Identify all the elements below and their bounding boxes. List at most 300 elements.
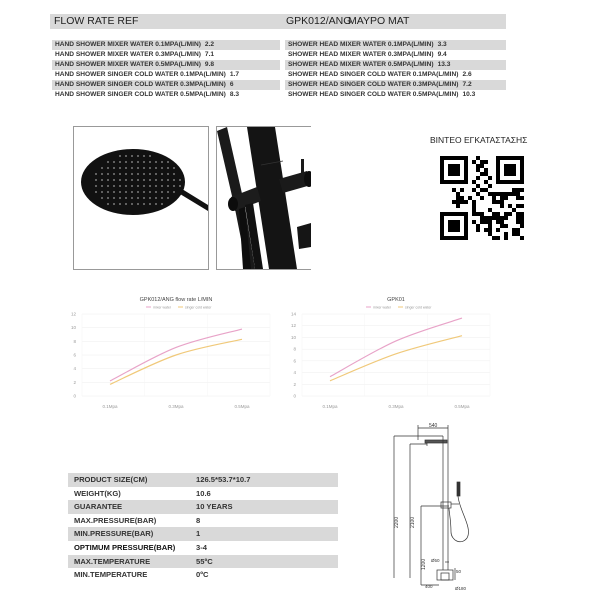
spec-value: 10.6 [196,487,211,501]
pipe-dia-label: Ø50 [431,558,440,563]
spec-row [68,473,338,487]
flow-table-hand-shower [52,40,280,100]
base-height-label: 50 [456,569,462,574]
qr-module [480,164,484,168]
qr-module [492,212,496,216]
nozzle-dot [143,179,145,181]
nozzle-dot [155,179,157,181]
mixer-height-label: 1200 [421,559,427,570]
nozzle-dot [95,173,97,175]
nozzle-dot [155,173,157,175]
qr-module [480,172,484,176]
qr-module [484,180,488,184]
flow-label: SHOWER HEAD SINGER COLD WATER 0.1MPA(L/MIN) [288,71,458,78]
qr-module [512,228,516,232]
head-height-label: 2100 [410,517,416,528]
nozzle-dot [95,191,97,193]
qr-module [504,236,508,240]
nozzle-dot [119,179,121,181]
spec-row [68,500,338,514]
nozzle-dot [137,197,139,199]
nozzle-dot [161,179,163,181]
spec-value: 1 [196,527,200,541]
qr-module [520,224,524,228]
nozzle-dot [161,203,163,205]
nozzle-dot [161,191,163,193]
nozzle-dot [107,203,109,205]
nozzle-dot [161,167,163,169]
qr-module [484,188,488,192]
spec-key: MIN.PRESSURE(BAR) [74,527,153,541]
qr-module [500,216,504,220]
nozzle-dot [125,185,127,187]
qr-module [500,200,504,204]
nozzle-dot [155,203,157,205]
flow-row [285,50,506,60]
nozzle-dot [143,203,145,205]
qr-module [500,204,504,208]
flow-value: 10.3 [462,91,475,98]
nozzle-dot [131,161,133,163]
qr-module [492,200,496,204]
qr-module [460,200,464,204]
qr-module [520,220,524,224]
qr-module [500,196,504,200]
nozzle-dot [137,167,139,169]
nozzle-dot [131,167,133,169]
flow-value: 13.3 [438,61,451,68]
flow-label: HAND SHOWER SINGER COLD WATER 0.1MPA(L/MIN) [55,71,226,78]
nozzle-dot [161,185,163,187]
qr-module [484,220,488,224]
legend-label: mixer water [153,306,172,310]
qr-module [512,188,516,192]
flow-row [52,70,280,80]
qr-module [504,192,508,196]
y-tick-label: 12 [291,323,297,328]
x-tick-label: 0.3Mpa [168,404,184,409]
spec-row [68,555,338,569]
nozzle-dot [119,167,121,169]
qr-module [472,220,476,224]
nozzle-dot [101,185,103,187]
nozzle-dot [119,191,121,193]
mixer-detail-image [217,127,311,269]
nozzle-dot [167,167,169,169]
nozzle-dot [143,191,145,193]
qr-module [496,192,500,196]
nozzle-dot [167,191,169,193]
qr-module [488,216,492,220]
nozzle-dot [119,185,121,187]
nozzle-dot [167,179,169,181]
qr-module [472,160,476,164]
qr-module [480,196,484,200]
nozzle-dot [179,185,181,187]
qr-module [488,176,492,180]
nozzle-dot [107,179,109,181]
nozzle-dot [131,203,133,205]
width-dim-label: 540 [429,423,438,429]
nozzle-dot [119,173,121,175]
qr-module [512,192,516,196]
nozzle-dot [167,185,169,187]
y-tick-label: 2 [73,380,76,385]
qr-module [508,204,512,208]
header-bar [50,14,506,29]
nozzle-dot [143,173,145,175]
qr-module [452,188,456,192]
qr-module [488,232,492,236]
qr-module [480,212,484,216]
nozzle-dot [113,197,115,199]
flow-value: 7.1 [205,51,214,58]
nozzle-dot [161,173,163,175]
flow-label: HAND SHOWER MIXER WATER 0.3MPA(L/MIN) [55,51,201,58]
nozzle-dot [125,161,127,163]
y-tick-label: 14 [291,312,297,317]
nozzle-dot [131,191,133,193]
nozzle-dot [119,203,121,205]
qr-module [472,188,476,192]
product-code: GPK012/ANG [286,14,351,29]
nozzle-dot [125,203,127,205]
nozzle-dot [173,173,175,175]
nozzle-dot [131,197,133,199]
shower-head-photo [73,126,209,270]
nozzle-dot [155,191,157,193]
qr-module [520,188,524,192]
qr-module [500,220,504,224]
qr-module [480,160,484,164]
qr-module [488,208,492,212]
qr-module [476,176,480,180]
qr-module [504,232,508,236]
x-tick-label: 0.1Mpa [322,404,338,409]
spec-row [68,514,338,528]
qr-module [520,216,524,220]
nozzle-dot [113,161,115,163]
nozzle-dot [125,197,127,199]
qr-module [460,196,464,200]
nozzle-dot [113,203,115,205]
nozzle-dot [143,197,145,199]
nozzle-dot [143,185,145,187]
flow-value: 7.2 [462,81,471,88]
qr-module [480,216,484,220]
qr-module [484,168,488,172]
flow-label: SHOWER HEAD MIXER WATER 0.1MPA(L/MIN) [288,41,434,48]
series-line-0 [330,318,462,377]
qr-module [512,232,516,236]
flow-label: SHOWER HEAD SINGER COLD WATER 0.3MPA(L/MIN) [288,81,458,88]
nozzle-dot [107,197,109,199]
product-color: ΜΑΥΡΟ ΜΑΤ [348,14,409,29]
spec-row [68,487,338,501]
nozzle-dot [101,179,103,181]
qr-module [472,204,476,208]
qr-module [504,216,508,220]
spec-key: MIN.TEMPERATURE [74,568,147,582]
chart-svg [280,292,510,412]
qr-module [472,208,476,212]
qr-module [512,208,516,212]
spec-key: GUARANTEE [74,500,122,514]
flow-label: HAND SHOWER MIXER WATER 0.1MPA(L/MIN) [55,41,201,48]
qr-module [492,192,496,196]
nozzle-dot [131,179,133,181]
x-tick-label: 0.5Mpa [454,404,470,409]
nozzle-dot [155,167,157,169]
nozzle-dot [107,161,109,163]
spec-value: 55ºC [196,555,213,569]
nozzle-dot [173,185,175,187]
qr-module [500,224,504,228]
flow-row [285,90,506,100]
flow-value: 2.2 [205,41,214,48]
flow-value: 9.4 [438,51,447,58]
spec-value: 8 [196,514,200,528]
qr-module [508,192,512,196]
flow-value: 6 [230,81,234,88]
nozzle-dot [125,191,127,193]
flow-table-shower-head [285,40,506,100]
nozzle-dot [95,179,97,181]
nozzle-dot [131,173,133,175]
nozzle-dot [131,155,133,157]
nozzle-dot [161,161,163,163]
qr-module [516,196,520,200]
nozzle-dot [101,191,103,193]
series-line-1 [110,339,242,384]
nozzle-dot [101,167,103,169]
flow-value: 2.6 [462,71,471,78]
spec-key: WEIGHT(KG) [74,487,121,501]
spec-value: 0ºC [196,568,208,582]
spec-row [68,568,338,582]
qr-module [492,236,496,240]
y-tick-label: 8 [293,347,296,352]
qr-module [504,196,508,200]
y-tick-label: 12 [71,312,77,317]
nozzle-dot [149,197,151,199]
header-title: FLOW RATE REF [54,14,138,29]
qr-module [488,228,492,232]
nozzle-dot [179,179,181,181]
qr-module [452,200,456,204]
nozzle-dot [107,167,109,169]
nozzle-dot [137,155,139,157]
nozzle-dot [113,179,115,181]
qr-module [496,228,500,232]
y-tick-label: 0 [293,394,296,399]
spec-key: OPTIMUM PRESSURE(BAR) [74,541,175,555]
nozzle-dot [119,155,121,157]
nozzle-dot [107,191,109,193]
nozzle-dot [137,185,139,187]
nozzle-dot [107,173,109,175]
qr-module [516,216,520,220]
qr-module [488,220,492,224]
legend-label: singer cold water [185,306,212,310]
y-tick-label: 6 [73,353,76,358]
spec-value: 10 YEARS [196,500,233,514]
nozzle-dot [167,161,169,163]
base-dim-label: 400 [425,584,433,589]
spec-key: PRODUCT SIZE(CM) [74,473,147,487]
mixer-detail-photo [216,126,311,270]
nozzle-dot [149,161,151,163]
nozzle-dot [125,173,127,175]
flow-row [52,40,280,50]
chart-svg [60,292,290,412]
qr-module [484,216,488,220]
flow-label: HAND SHOWER MIXER WATER 0.5MPA(L/MIN) [55,61,201,68]
chart-title: GPK012/ANG flow rate L/MIN [140,297,213,303]
spec-row [68,527,338,541]
qr-module [520,196,524,200]
qr-module [496,220,500,224]
nozzle-dot [155,185,157,187]
nozzle-dot [149,185,151,187]
nozzle-dot [149,167,151,169]
qr-module [488,184,492,188]
nozzle-dot [119,197,121,199]
nozzle-dot [107,185,109,187]
qr-module [492,196,496,200]
y-tick-label: 2 [293,382,296,387]
y-tick-label: 8 [73,339,76,344]
flow-label: HAND SHOWER SINGER COLD WATER 0.5MPA(L/MIN) [55,91,226,98]
nozzle-dot [131,185,133,187]
y-tick-label: 6 [293,358,296,363]
spec-row [68,541,338,555]
flow-value: 9.8 [205,61,214,68]
flow-row [285,80,506,90]
nozzle-dot [143,167,145,169]
qr-module [504,212,508,216]
chart-title: GPK01 [387,297,405,303]
nozzle-dot [137,203,139,205]
nozzle-dot [125,179,127,181]
qr-module [456,196,460,200]
spec-value: 3-4 [196,541,207,555]
qr-module [484,172,488,176]
qr-module [476,228,480,232]
y-tick-label: 10 [291,335,297,340]
qr-module [516,192,520,196]
qr-module [504,224,508,228]
chart-hand-shower [60,292,290,412]
qr-module [476,168,480,172]
nozzle-dot [143,155,145,157]
qr-module [516,228,520,232]
nozzle-dot [119,161,121,163]
qr-module [520,236,524,240]
qr-module [480,188,484,192]
nozzle-dot [113,167,115,169]
spec-value: 126.5*53.7*10.7 [196,473,250,487]
nozzle-dot [137,173,139,175]
qr-module [460,188,464,192]
nozzle-dot [137,161,139,163]
qr-module [520,204,524,208]
flow-row [285,70,506,80]
qr-module [480,220,484,224]
flow-label: SHOWER HEAD MIXER WATER 0.3MPA(L/MIN) [288,51,434,58]
nozzle-dot [113,185,115,187]
series-line-1 [330,336,462,381]
y-tick-label: 4 [293,370,296,375]
qr-code[interactable] [440,156,524,240]
qr-module [516,232,520,236]
flow-label: HAND SHOWER SINGER COLD WATER 0.3MPA(L/MIN) [55,81,226,88]
qr-module [468,196,472,200]
nozzle-dot [101,173,103,175]
qr-module [508,212,512,216]
qr-module [456,192,460,196]
chart-shower-head [280,292,510,412]
nozzle-dot [173,167,175,169]
qr-module [516,204,520,208]
nozzle-dot [149,173,151,175]
qr-module [476,156,480,160]
qr-module [488,224,492,228]
nozzle-dot [173,179,175,181]
qr-module [456,200,460,204]
qr-module [464,200,468,204]
qr-module [492,216,496,220]
flow-row [285,40,506,50]
x-tick-label: 0.3Mpa [388,404,404,409]
flow-row [285,60,506,70]
qr-module [476,224,480,228]
flow-label: SHOWER HEAD MIXER WATER 0.5MPA(L/MIN) [288,61,434,68]
qr-module [516,188,520,192]
flow-row [52,60,280,70]
flow-row [52,50,280,60]
nozzle-dot [155,197,157,199]
qr-module [520,212,524,216]
base-dia-label: Ø180 [455,586,467,591]
total-height-label: 2200 [394,517,400,528]
qr-module [516,212,520,216]
qr-module [496,236,500,240]
qr-module [472,212,476,216]
nozzle-dot [167,173,169,175]
nozzle-dot [173,191,175,193]
qr-module [472,180,476,184]
flow-label: SHOWER HEAD SINGER COLD WATER 0.5MPA(L/MIN) [288,91,458,98]
y-tick-label: 0 [73,394,76,399]
nozzle-dot [137,191,139,193]
flow-value: 8.3 [230,91,239,98]
qr-module [496,212,500,216]
qr-module [516,220,520,224]
spec-key: MAX.TEMPERATURE [74,555,150,569]
qr-module [476,192,480,196]
qr-module [484,160,488,164]
qr-code-image [440,156,524,240]
nozzle-dot [101,197,103,199]
qr-module [496,216,500,220]
qr-module [472,200,476,204]
y-tick-label: 4 [73,366,76,371]
qr-title: ΒΙΝΤΕΟ ΕΓΚΑΤΑΣΤΑΣΗΣ [430,135,527,145]
specs-table [68,473,338,582]
flow-row [52,80,280,90]
flow-value: 1.7 [230,71,239,78]
